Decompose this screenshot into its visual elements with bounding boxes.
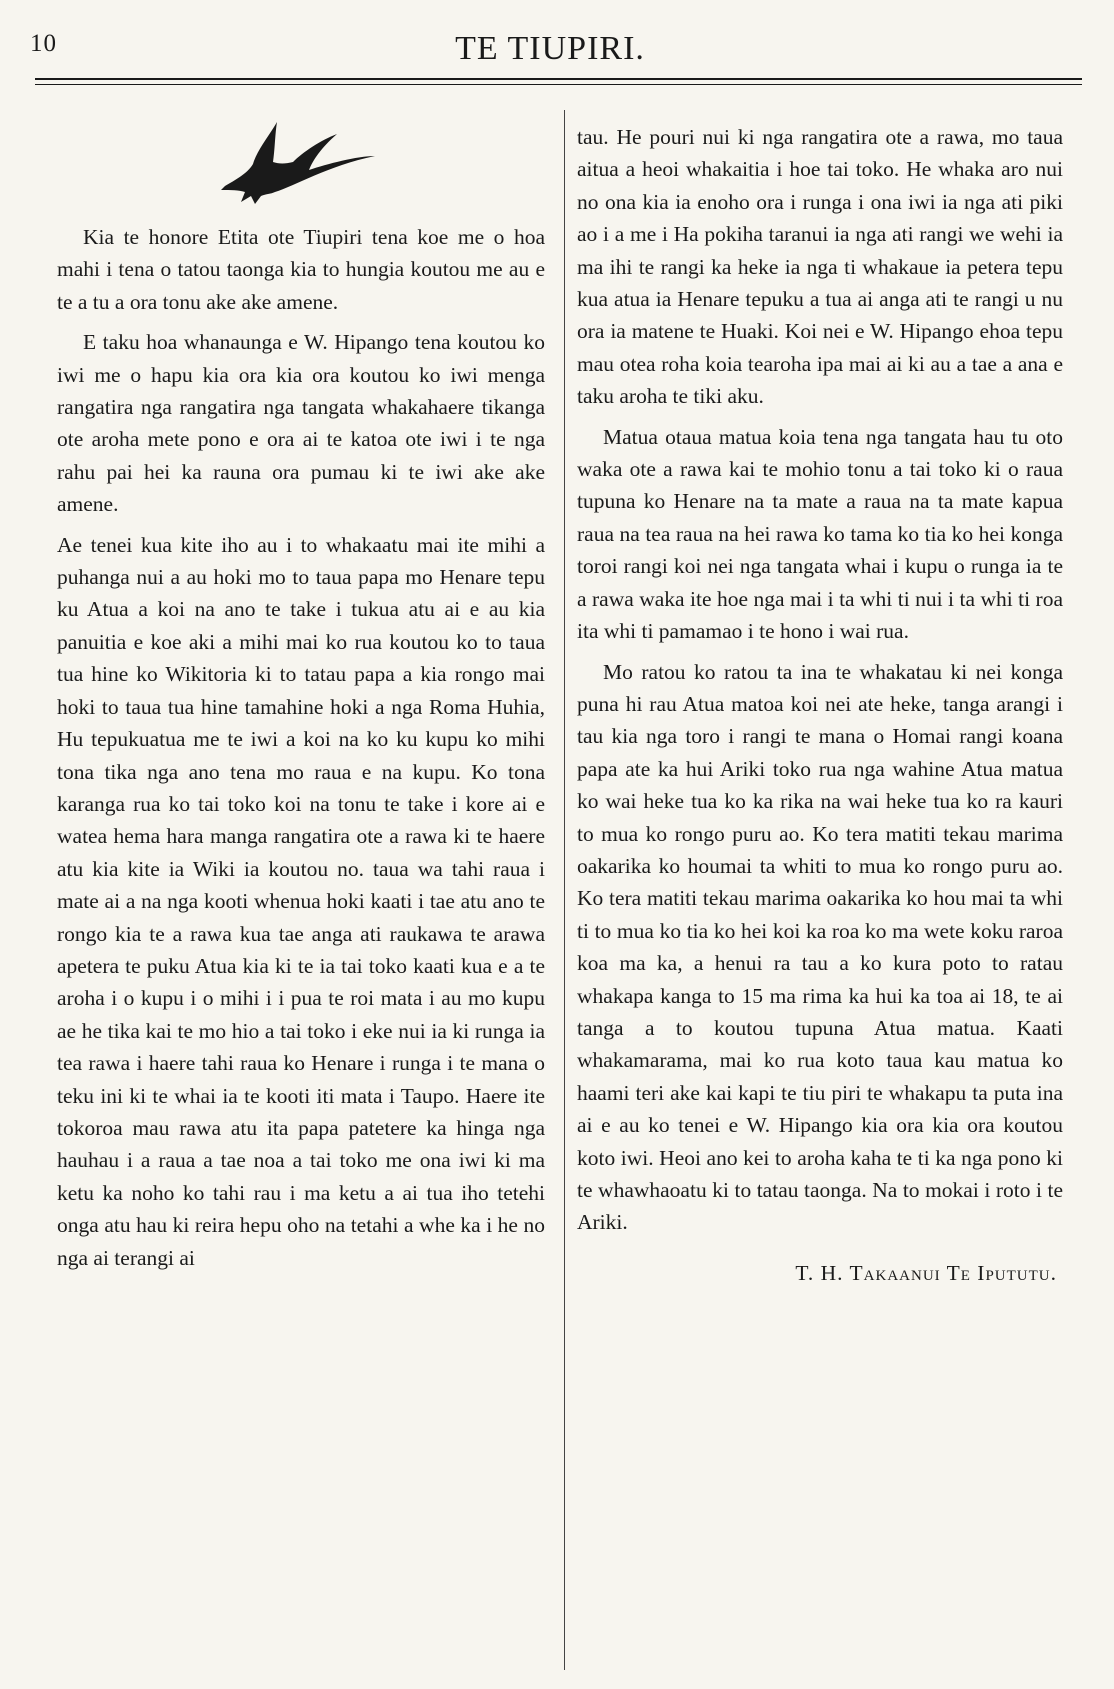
right-column [577,121,1063,1289]
header-rule-thin [35,84,1082,85]
header-rule-thick [35,78,1082,80]
column-divider [564,110,565,1670]
paragraph: E taku hoa whanaunga e W. Hipango tena koutou ko iwi me o hapu kia ora kia ora koutou ko iwi menga rangatira nga rangatira nga tangata whakahaere tikanga ote aroha mete pono e ora ai te katoa ote iwi i te nga rahu pai hei ka rauna ora pumau ki te iwi ake ake amene. [57,330,545,517]
swallow-ornament-icon [217,116,377,216]
page-header [30,30,1070,70]
page-title: TE TIUPIRI. [455,30,645,67]
page-number: 10 [30,30,57,57]
paragraph: Matua otaua matua koia tena nga tangata hau tu oto waka ote a rawa kai te mohio tonu a tai toko ki o raua tupuna ko Henare na ta mate a raua na ta mate kapua raua na tea raua na hei rawa ko tama ko tia ko hei konga toroi rangi koi nei nga tangata whai i kupu o runga ia te a rawa waka ite hoe nga mai i ta whi ti nui i ta whi ti roa ita whi ti pamamao i te hono i wai rua. [577,424,1063,644]
paragraph: Ae tenei kua kite iho au i to whakaatu mai ite mihi a puhanga nui a au hoki mo to taua papa mo Henare tepu ku Atua a koi na ano te take i tukua atu ai e au kia panuitia e koe aki a mihi mai ko rua koutou ko to taua tua hine ko Wikitoria ki to tatau papa a kia rongo mai hoki to taua tua hine tamahine hoki a nga Roma Huhia, Hu tepukuatua me te iwi a koi na ko ku kupu ko mihi tona tika nga ano tena mo raua e na kupu. Ko tona karanga rua ko tai toko koi na tonu te take i kore ai e watea hema hara manga rangatira ote a rawa ki te haere atu kia kite ia Wiki ia koutou no. taua wa tahi raua i mate ai a na nga kooti whenua hoki kaati i tae atu ano te rongo kia te a rawa kua tae anga ati raukawa te arawa apetera te puku Atua kia ki te ia tai toko kaati kua e a te aroha i o kupu i o mihi i i pua te roi mata i au mo kupu ae he tika kai te mo hio a tai toko i eke nui ia ki runga ia tea rawa i haere tahi raua ko Henare i runga i te mana o teku ini ki te whai ia te kooti iti mata i Taupo. Haere ite tokoroa mau rawa atu ita papa patetere ka hinga nga hauhau i a raua a tae noa a tai toko me ona iwi ki ma ketu ka noho ko tahi rau i ma ketu a ai tua iho tetehi onga atu hau ki reira hepu oho na tetahi a whe ka i he no nga ai terangi ai [57,532,545,1270]
left-column [57,221,545,1274]
paragraph: tau. He pouri nui ki nga rangatira ote a rawa, mo taua aitua a heoi whakaitia i hoe tai toko. He whaka aro nui no ona kia ia enoho ora i runga i ona iwi ia nga ati piki ao i a me i Ha pokiha taranui ia nga ati rangi we wehi ia ma ihi te rangi ka heke ia nga ti whakaue ia petera tepu kua atua ia Henare tepuku a tua ai anga ati te rangi u nu ora ia matene te Huaki. Koi nei e W. Hipango ehoa tepu mau otea roha koia tearoha ipa mai ai ki au a tae a ana e taku aroha te tiki aku. [577,125,1063,409]
signature: T. H. Takaanui Te Ipututu. [795,1260,1057,1285]
paragraph: Kia te honore Etita ote Tiupiri tena koe me o hoa mahi i tena o tatou taonga kia to hungia koutou me au e te a tu a ora tonu ake ake amene. [57,225,545,314]
paragraph: Mo ratou ko ratou ta ina te whakatau ki nei konga puna hi rau Atua matoa koi nei ate heke, tanga arangi i tau kia nga toro i rangi te mana o Homai rangi koana papa ate ka hui Ariki toko rua nga wahine Atua matua ko wai heke tua ko ka rika na wai heke tua ko ra kauri to mua ko rongo puru ao. Ko tera matiti tekau marima oakarika ko houmai ta whiti to mua ko rongo puru ao. Ko tera matiti tekau marima oakarika ko hou mai ta whi ti to mua ko tia ko hei koi ka roa ko ma wete koku raroa koa ma ka, a henui ra tau a ko kura poto to ratau whakapa kanga to 15 ma rima ka hui ka toa ai 18, te ai tanga a to koutou tupuna Atua matua. Kaati whakamarama, mai ko rua koto taua kau matua ko haami teri ake kai kapi te tiu piri te whakapu ta puta ina ai e au ko tenei e W. Hipango kia ora kia ora koutou koto iwi. Heoi ano kei to aroha kaha te ti ka nga pono ki te whawhaoatu ki to tatau taonga. Na to mokai i roto i te Ariki. [577,659,1063,1235]
